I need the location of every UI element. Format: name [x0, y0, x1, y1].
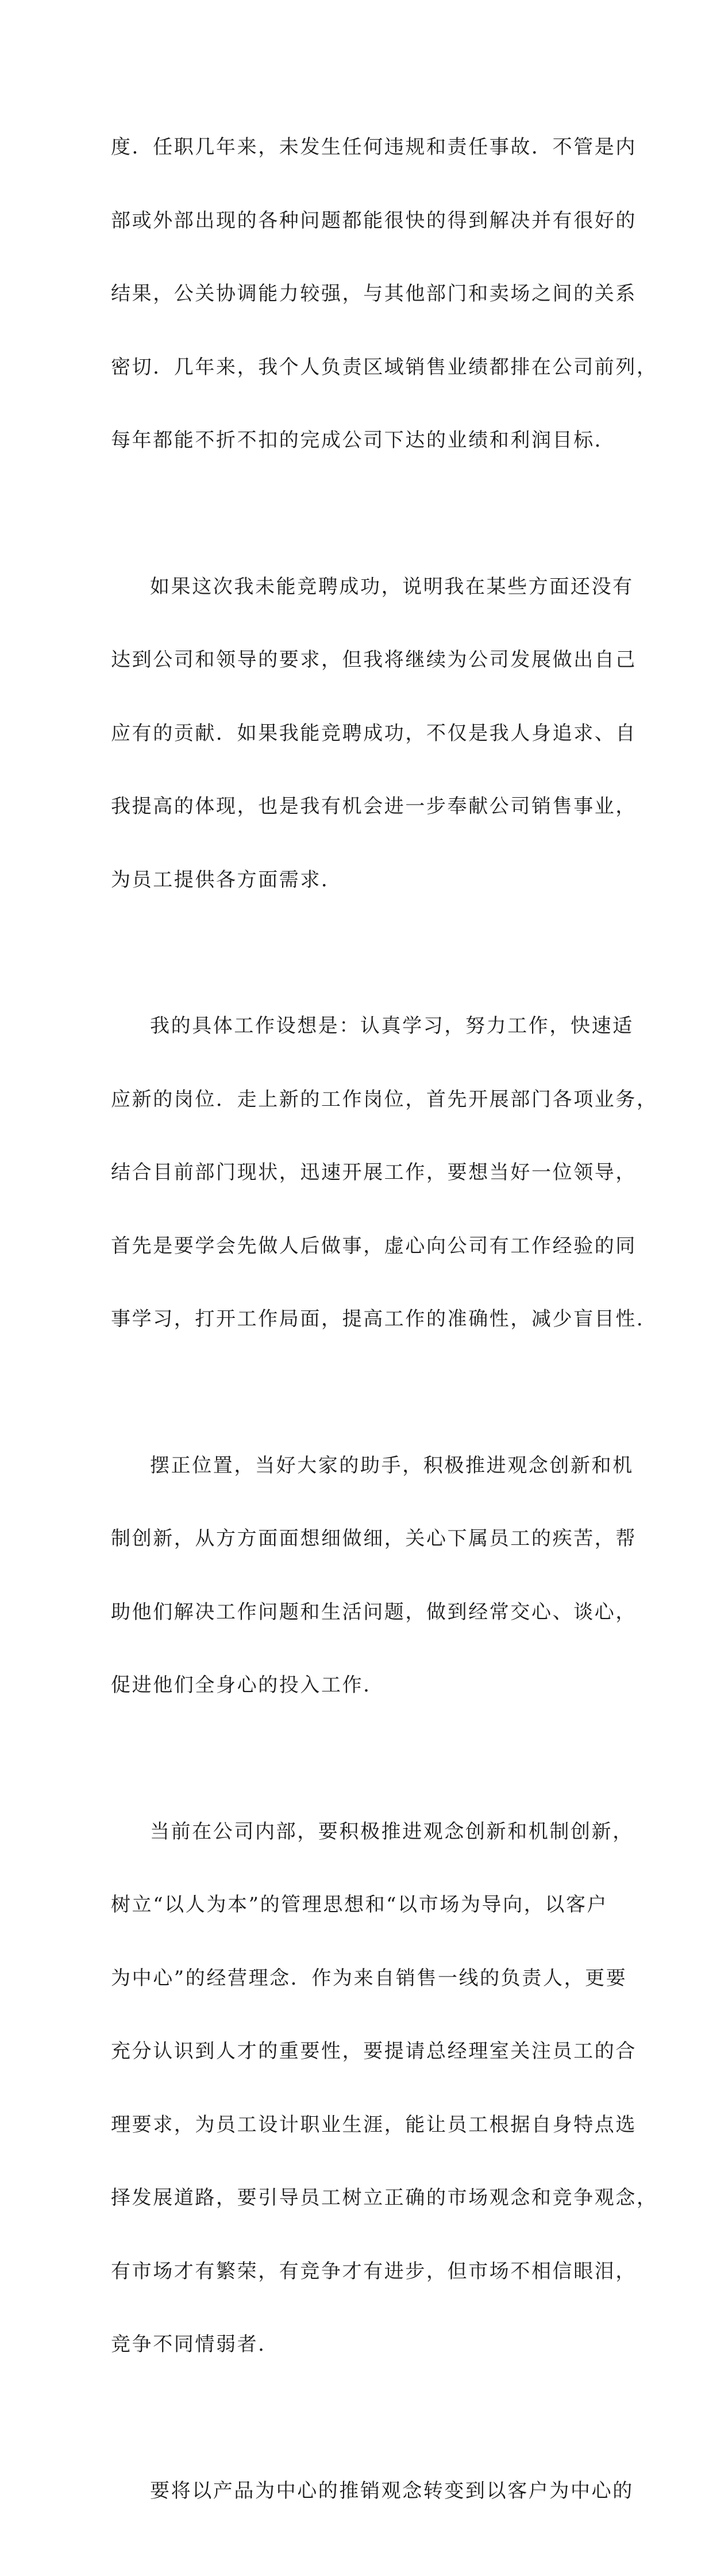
text-line: 助他们解决工作问题和生活问题，做到经常交心、谈心，: [111, 1600, 637, 1624]
text-line: 当前在公司内部，要积极推进观念创新和机制创新，: [150, 1820, 634, 1843]
text-line: 有市场才有繁荣，有竞争才有进步，但市场不相信眼泪，: [111, 2259, 637, 2283]
paragraph-5: [111, 1771, 658, 2406]
paragraph-3: [111, 965, 658, 1381]
paragraph-2: [111, 526, 637, 941]
text-line: 每年都能不折不扣的完成公司下达的业绩和利润目标．: [111, 429, 616, 452]
text-line: 为员工提供各方面需求．: [111, 868, 342, 891]
text-line: 择发展道路，要引导员工树立正确的市场观念和竞争观念，: [111, 2186, 658, 2209]
text-line: 竞争不同情弱者．: [111, 2333, 279, 2356]
text-line: 部或外部出现的各种问题都能很快的得到解决并有很好的: [111, 209, 637, 232]
text-line: 为中心”的经营理念．作为来自销售一线的负责人，更要: [111, 1966, 627, 1990]
text-line: 树立“以人为本”的管理思想和“以市场为导向，以客户: [111, 1893, 608, 1916]
text-line: 理要求，为员工设计职业生涯，能让员工根据自身特点选: [111, 2113, 637, 2136]
text-line: 我提高的体现，也是我有机会进一步奉献公司销售事业，: [111, 795, 637, 818]
text-line: 首先是要学会先做人后做事，虚心向公司有工作经验的同: [111, 1234, 637, 1258]
text-line: 事学习，打开工作局面，提高工作的准确性，减少盲目性．: [111, 1308, 658, 1331]
text-line: 应有的贡献．如果我能竞聘成功，不仅是我人身追求、自: [111, 721, 637, 745]
paragraph-6: [111, 2430, 634, 2552]
text-line: 制创新，从方方面面想细做细，关心下属员工的疾苦，帮: [111, 1527, 637, 1550]
text-line: 要将以产品为中心的推销观念转变到以客户为中心的: [150, 2479, 634, 2502]
paragraph-1: [111, 86, 658, 502]
text-line: 应新的岗位．走上新的工作岗位，首先开展部门各项业务，: [111, 1087, 658, 1111]
text-line: 如果这次我未能竞聘成功，说明我在某些方面还没有: [150, 575, 634, 598]
text-line: 结合目前部门现状，迅速开展工作，要想当好一位领导，: [111, 1161, 637, 1184]
text-line: 充分认识到人才的重要性，要提请总经理室关注员工的合: [111, 2040, 637, 2063]
text-line: 度．任职几年来，未发生任何违规和责任事故．不管是内: [111, 136, 637, 159]
paragraph-4: [111, 1405, 637, 1747]
text-line: 促进他们全身心的投入工作．: [111, 1674, 384, 1697]
text-line: 我的具体工作设想是：认真学习，努力工作，快速适: [150, 1014, 634, 1037]
text-line: 达到公司和领导的要求，但我将继续为公司发展做出自己: [111, 648, 637, 671]
text-line: 摆正位置，当好大家的助手，积极推进观念创新和机: [150, 1454, 634, 1477]
text-line: 密切．几年来，我个人负责区域销售业绩都排在公司前列，: [111, 355, 658, 379]
body-text: [111, 86, 658, 2576]
text-line: 结果，公关协调能力较强，与其他部门和卖场之间的关系: [111, 282, 637, 305]
